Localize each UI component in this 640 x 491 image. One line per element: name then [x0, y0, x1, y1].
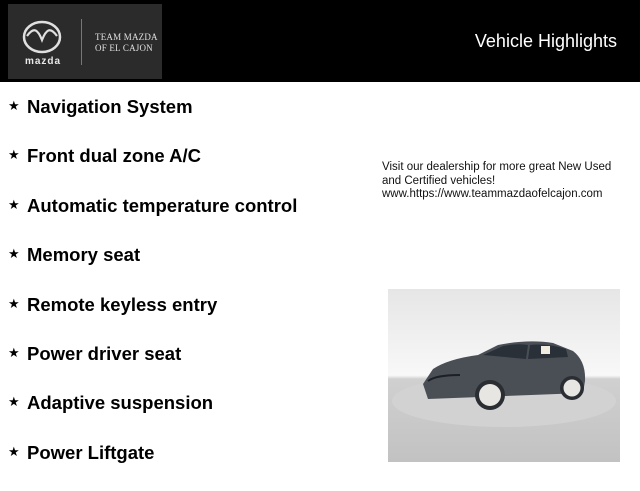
star-icon: ★ — [8, 196, 20, 212]
dealer-website-link[interactable]: www.https://www.teammazdaofelcajon.com — [382, 188, 603, 200]
promo-line: and Certified vehicles! — [382, 174, 496, 187]
star-icon: ★ — [8, 394, 20, 410]
star-icon: ★ — [8, 147, 20, 163]
promo-line: Visit our dealership for more great New Used — [382, 161, 612, 173]
car-illustration — [388, 289, 620, 462]
dealer-name-line2: OF EL CAJON — [95, 43, 153, 53]
mazda-emblem-icon — [22, 20, 62, 54]
feature-label: Navigation System — [27, 96, 193, 117]
dealer-logo — [8, 4, 162, 79]
feature-item — [8, 145, 297, 194]
feature-label: Power driver seat — [27, 342, 182, 364]
feature-label: Automatic temperature control — [27, 194, 298, 216]
header-bar — [0, 0, 640, 82]
feature-item — [8, 343, 297, 392]
dealer-name-line1: TEAM MAZDA — [95, 32, 158, 42]
dealer-name — [95, 32, 158, 54]
feature-item — [8, 294, 297, 343]
feature-label: Adaptive suspension — [27, 392, 214, 414]
page-title: Vehicle Highlights — [474, 31, 617, 51]
feature-label: Remote keyless entry — [27, 293, 218, 315]
brand-wordmark: mazda — [24, 56, 62, 67]
star-icon: ★ — [8, 246, 20, 262]
feature-item — [8, 195, 297, 244]
dealer-promo-text — [382, 161, 632, 202]
star-icon: ★ — [8, 443, 20, 459]
feature-item — [8, 442, 297, 491]
logo-divider — [81, 19, 82, 65]
feature-item — [8, 96, 297, 145]
star-icon: ★ — [8, 344, 20, 360]
feature-label: Power Liftgate — [27, 441, 155, 463]
feature-item — [8, 392, 297, 441]
feature-list — [8, 96, 297, 491]
star-icon: ★ — [8, 98, 20, 113]
feature-label: Memory seat — [27, 244, 141, 266]
vehicle-photo — [388, 289, 620, 462]
star-icon: ★ — [8, 295, 20, 311]
feature-item — [8, 244, 297, 293]
feature-label: Front dual zone A/C — [27, 145, 202, 167]
